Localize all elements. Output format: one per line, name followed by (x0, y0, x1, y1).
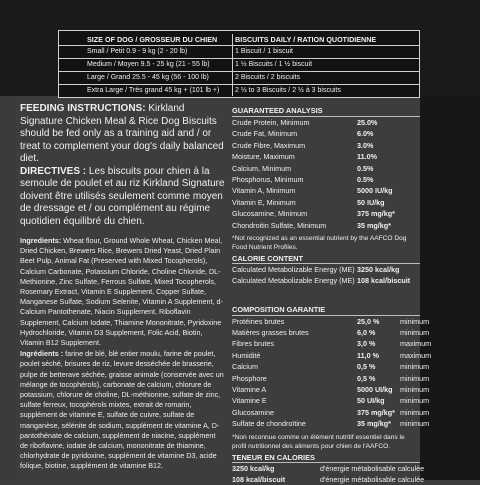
table-row (232, 463, 425, 474)
energy-label: Calculated Metabolizable Energy (ME) (232, 276, 355, 286)
ingredients-label: Ingredients: (20, 236, 62, 245)
energy-label: d'énergie métabolisable calculée (320, 474, 425, 484)
nutrient-unit: maximum (400, 339, 432, 349)
feeding-label: FEEDING INSTRUCTIONS: (20, 103, 146, 114)
row-rule (59, 84, 419, 85)
table-row (232, 208, 420, 219)
nutrient-label: Phosphore (232, 373, 267, 383)
table-row (232, 327, 430, 338)
nutrient-value: 3.0% (357, 140, 374, 150)
ingredients-french (20, 349, 225, 471)
energy-value: 3250 kcal/kg (357, 264, 400, 274)
nutrient-value: 0.5% (357, 174, 374, 184)
nutrient-value: 50 UI/kg (357, 396, 385, 406)
calorie-content-title: CALORIE CONTENT (232, 253, 304, 263)
nutrient-label: Crude Fibre, Maximum (232, 140, 306, 150)
nutrient-label: Chondroitin Sulfate, Minimum (232, 220, 327, 230)
nutrient-label: Crude Protein, Minimum (232, 118, 310, 127)
nutrient-label: Calcium, Minimum (232, 163, 292, 173)
energy-value: 108 kcal/biscuit (357, 276, 411, 286)
nutrient-label: Glucosamine (232, 407, 274, 417)
ingredients-text: Wheat flour, Ground Whole Wheat, Chicken Meal, Dried Chicken, Brewers Rice, Brewers Dried Yeast, Dried Plain Beet Pulp, Animal Fat (Preserved with Mixed Tocopherols), Calcium Carbonate, Potassium Chloride, Choline Chloride, DL-Methionine, Zinc Sulfate, Ferrous Sulfate, Mixed Tocopherols, Rosemary Extract, Vitamin E Supplement, Copper Sulfate, Manganese Sulfate, Sodium Selenite, Vitamin A Supplement, d-Calcium Pantothenate, Niacin Supplement, Riboflavin Supplement, Calcium Iodate, Thiamine Mononitrate, Pyridoxine Hydrochloride, Vitamin D3 Supplement, Folic Acid, Biotin, Vitamin B12 Supplement. (20, 236, 223, 348)
nutrient-unit: minimum (400, 328, 430, 338)
nutrient-value: 11,0 % (357, 350, 379, 360)
biscuits-cell: 2 Biscuits / 2 biscuits (235, 74, 300, 81)
energy-label: d'énergie métabolisable calculée (320, 463, 425, 473)
nutrient-value: 35 mg/kg* (357, 220, 391, 230)
nutrient-label: Sulfate de chondroïtine (232, 419, 306, 429)
table-row (232, 197, 420, 208)
table-row (232, 151, 420, 162)
table-row (232, 418, 430, 429)
nutrient-label: Phosphorus, Minimum (232, 174, 304, 184)
biscuits-cell: 1 Biscuit / 1 biscuit (235, 48, 293, 55)
nutrient-value: 375 mg/kg* (357, 407, 395, 417)
nutrient-value: 5000 UI/kg (357, 385, 393, 395)
ingredients-fr-label: Ingrédients : (20, 349, 64, 359)
size-cell: Medium / Moyen 9.5 - 25 kg (21 - 55 lb) (87, 61, 210, 68)
composition-table (232, 316, 432, 430)
table-row (232, 174, 420, 185)
nutrient-label: Vitamin E, Minimum (232, 197, 296, 207)
nutrient-value: 50 IU/kg (357, 197, 385, 207)
feeding-text: Kirkland Signature Chicken Meal & Rice Dog Biscuits should be fed only as a training aid and / or treat to complement your dog's daily balanced diet. (20, 103, 224, 164)
nutrient-value: 0.5% (357, 163, 374, 173)
nutrient-value: 6.0% (357, 129, 374, 139)
nutrient-label: Protéines brutes (232, 316, 285, 326)
nutrient-unit: minimum (400, 407, 430, 417)
feeding-instructions (20, 103, 225, 166)
biscuits-cell: 2 ½ to 3 Biscuits / 2 ½ à 3 biscuits (235, 87, 341, 94)
table-row (232, 407, 430, 418)
guaranteed-analysis-title: GUARANTEED ANALYSIS (232, 106, 323, 115)
table-row (232, 185, 420, 196)
directives-label: DIRECTIVES : (20, 165, 87, 177)
calories-fr-table (232, 463, 425, 485)
header-size: SIZE OF DOG / GROSSEUR DU CHIEN (87, 35, 218, 44)
size-cell: Small / Petit 0.9 - 9 kg (2 - 20 lb) (87, 48, 188, 55)
table-row (232, 338, 432, 349)
nutrient-value: 3,0 % (357, 339, 376, 349)
nutrient-value: 0,5 % (357, 373, 376, 383)
table-row (232, 350, 432, 361)
size-cell: Large / Grand 25.5 - 45 kg (56 - 100 lb) (87, 74, 209, 81)
nutrient-label: Vitamine A (232, 385, 267, 395)
nutrient-label: Moisture, Maximum (232, 152, 295, 162)
instructions-column (20, 103, 225, 472)
header-biscuits: BISCUITS DAILY / RATION QUOTIDIENNE (235, 35, 377, 44)
nutrient-label: Matières grasses brutes (232, 328, 309, 338)
nutrient-unit: minimum (400, 396, 430, 406)
energy-value: 3250 kcal/kg (232, 463, 275, 473)
calorie-table (232, 264, 420, 287)
table-divider (232, 34, 233, 96)
composition-title: COMPOSITION GARANTIE (232, 304, 326, 314)
nutrient-value: 35 mg/kg* (357, 419, 391, 429)
nutrient-value: 25.0% (357, 118, 378, 127)
analysis-column (232, 106, 432, 485)
nutrient-label: Vitamine E (232, 396, 267, 406)
calories-fr-title: TENEUR EN CALORIES (232, 452, 315, 462)
nutrient-value: 0,5 % (357, 362, 376, 372)
table-row (232, 384, 430, 395)
nutrient-label: Calcium (232, 362, 258, 372)
nutrient-label: Crude Fat, Minimum (232, 129, 298, 139)
header-rule (59, 45, 419, 46)
table-row (232, 163, 420, 174)
row-rule (59, 58, 419, 59)
nutrient-unit: minimum (400, 316, 430, 326)
table-row (232, 474, 425, 485)
table-row (232, 140, 420, 151)
nutrient-label: Humidité (232, 350, 261, 360)
energy-label: Calculated Metabolizable Energy (ME) (232, 264, 355, 274)
table-row (232, 361, 430, 372)
nutrient-value: 5000 IU/kg (357, 186, 393, 196)
table-row (232, 117, 420, 128)
nutrient-label: Glucosamine, Minimum (232, 209, 308, 219)
table-row (232, 373, 430, 384)
nutrient-value: 11.0% (357, 152, 377, 162)
nutrient-unit: minimum (400, 419, 430, 429)
table-row (232, 264, 420, 275)
nutrient-value: 6,0 % (357, 328, 376, 338)
table-row (232, 128, 420, 139)
nutrient-value: 25,0 % (357, 316, 380, 326)
table-row (232, 275, 420, 286)
nutrient-unit: minimum (400, 385, 430, 395)
row-rule (59, 71, 419, 72)
nutrient-value: 375 mg/kg* (357, 209, 395, 219)
feeding-size-table (58, 30, 420, 98)
biscuits-cell: 1 ½ Biscuits / 1 ½ biscuit (235, 61, 313, 68)
aafco-note: *Not recognized as an essential nutrient by the AAFCO Dog Food Nutrient Profiles. (232, 234, 407, 251)
directives-text: Les biscuits pour chien à la semoule de poulet et au riz Kirkland Signature doivent être utilisés seulement comme moyen de dressage et / ou complément au régime quotidien équilibré du chien. (20, 165, 225, 227)
nutrient-unit: minimum (400, 373, 430, 383)
guaranteed-analysis-table (232, 117, 420, 231)
table-row (232, 316, 430, 327)
ingredients-fr-text: farine de blé, blé entier moulu, farine de poulet, poulet séché, brisures de riz, levure desséchée de brasserie, pulpe de betterave séchée, graisse animale (conservée avec un mélange de tocophérols), carbonate de calcium, chlorure de potassium, chlorure de choline, DL-méthionine, sulfate de zinc, sulfate ferreux, tocophérols mixtes, extrait de romarin, supplément de vitamine E, sulfate de cuivre, sulfate de manganèse, sélénite de sodium, supplément de vitamine A, D-pantothénate de calcium, supplément de niacine, supplément de riboflavine, iodate de calcium, mononitrate de thiamine, chlorhydrate de pyridoxine, supplément de vitamine D3, acide folique, biotine, supplément de vitamine B12. (20, 349, 224, 471)
size-cell: Extra Large / Très grand 45 kg + (101 lb +) (87, 87, 220, 94)
left-margin (0, 96, 16, 480)
table-row (232, 220, 420, 231)
nutrient-label: Vitamin A, Minimum (232, 186, 296, 196)
table-row (232, 395, 430, 406)
nutrient-label: Fibres brutes (232, 339, 274, 349)
directives (20, 166, 225, 229)
nutrient-unit: minimum (400, 362, 430, 372)
energy-value: 108 kcal/biscuit (232, 474, 286, 484)
nutrient-unit: maximum (400, 350, 432, 360)
aafco-note-french: *Non reconnue comme un élément nutritif essentiel dans le profil nutritionnel des aliments pour chien de l'AAFCO. (232, 433, 405, 450)
ingredients-english (20, 236, 225, 348)
